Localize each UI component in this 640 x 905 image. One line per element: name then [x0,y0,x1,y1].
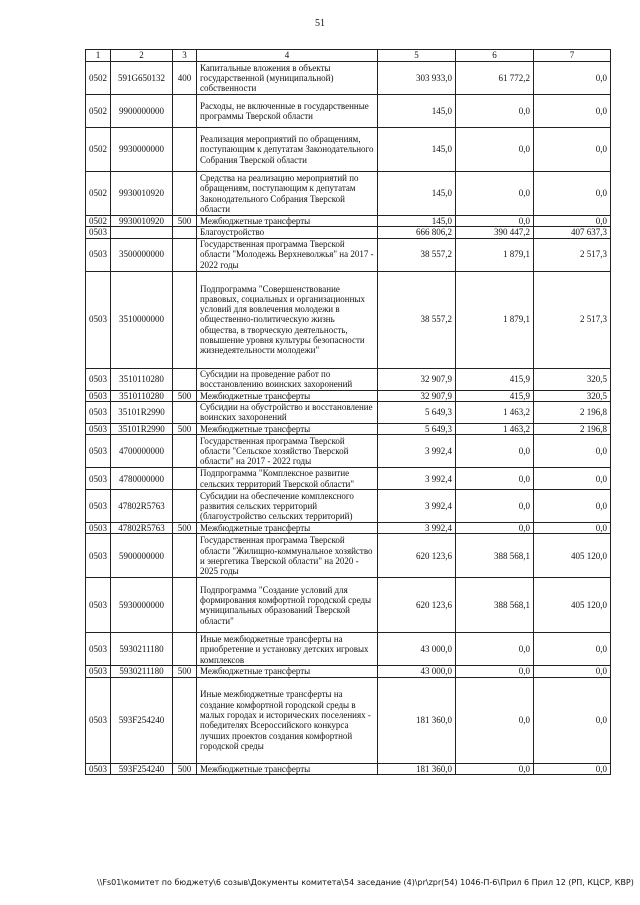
section-code-cell: 0503 [86,578,111,633]
section-code-cell: 0503 [86,227,111,238]
section-code-cell: 0503 [86,271,111,368]
amount-2023-cell: 0,0 [534,172,611,216]
amount-2022-cell: 0,0 [456,435,534,468]
table-row [86,435,611,468]
amount-2021-cell: 666 806,2 [378,227,456,238]
amount-2021-cell: 32 907,9 [378,390,456,401]
table-row [86,677,611,763]
amount-2022-cell: 390 447,2 [456,227,534,238]
amount-2021-cell: 5 649,3 [378,401,456,423]
amount-2021-cell: 181 360,0 [378,763,456,774]
section-code-cell: 0503 [86,401,111,423]
amount-2021-cell: 3 992,4 [378,468,456,490]
item-name-cell: Государственная программа Тверской области "Жилищно-коммунальное хозяйство и энергетика Тверской области" на 2020 - 2025 годы [197,534,378,578]
target-article-cell: 3510110280 [111,368,173,390]
amount-2023-cell: 0,0 [534,62,611,95]
item-name-cell: Межбюджетные трансферты [197,523,378,534]
amount-2021-cell: 145,0 [378,216,456,227]
amount-2022-cell: 0,0 [456,490,534,523]
expense-type-cell: 400 [173,62,197,95]
target-article-cell: 5900000000 [111,534,173,578]
amount-2023-cell: 0,0 [534,633,611,666]
target-article-cell: 9900000000 [111,95,173,128]
item-name-cell: Средства на реализацию мероприятий по обращениям, поступающим к депутатам Законодательного Собрания Тверской области [197,172,378,216]
table-row [86,468,611,490]
item-name-cell: Государственная программа Тверской области "Сельское хозяйство Тверской области" на 2017 - 2022 годы [197,435,378,468]
section-code-cell: 0502 [86,62,111,95]
section-code-cell: 0503 [86,238,111,271]
target-article-cell: 591G650132 [111,62,173,95]
item-name-cell: Межбюджетные трансферты [197,423,378,434]
amount-2021-cell: 145,0 [378,172,456,216]
item-name-cell: Реализация мероприятий по обращениям, поступающим к депутатам Законодательного Собрания Тверской области [197,128,378,172]
amount-2021-cell: 303 933,0 [378,62,456,95]
expense-type-cell [173,238,197,271]
table-row [86,534,611,578]
amount-2023-cell: 0,0 [534,677,611,763]
table-row [86,578,611,633]
section-code-cell: 0503 [86,390,111,401]
amount-2021-cell: 145,0 [378,95,456,128]
section-code-cell: 0503 [86,534,111,578]
table-row [86,271,611,368]
table-row [86,62,611,95]
target-article-cell: 35101R2990 [111,401,173,423]
amount-2022-cell: 1 463,2 [456,401,534,423]
amount-2022-cell: 0,0 [456,677,534,763]
target-article-cell: 35101R2990 [111,423,173,434]
amount-2023-cell: 0,0 [534,490,611,523]
target-article-cell: 3500000000 [111,238,173,271]
amount-2023-cell: 320,5 [534,368,611,390]
amount-2023-cell: 0,0 [534,95,611,128]
amount-2022-cell: 0,0 [456,95,534,128]
table-row [86,238,611,271]
table-body [86,62,611,775]
expense-type-cell [173,468,197,490]
target-article-cell: 4700000000 [111,435,173,468]
amount-2023-cell: 2 517,3 [534,271,611,368]
section-code-cell: 0502 [86,95,111,128]
target-article-cell: 3510110280 [111,390,173,401]
expense-type-cell [173,128,197,172]
amount-2022-cell: 415,9 [456,368,534,390]
section-code-cell: 0503 [86,677,111,763]
section-code-cell: 0503 [86,763,111,774]
expense-type-cell: 500 [173,423,197,434]
amount-2021-cell: 38 557,2 [378,271,456,368]
amount-2023-cell: 0,0 [534,216,611,227]
table-row [86,216,611,227]
target-article-cell: 9930010920 [111,216,173,227]
target-article-cell: 5930000000 [111,578,173,633]
item-name-cell: Межбюджетные трансферты [197,763,378,774]
item-name-cell: Иные межбюджетные трансферты на приобретение и установку детских игровых комплексов [197,633,378,666]
expense-type-cell: 500 [173,523,197,534]
section-code-cell: 0503 [86,368,111,390]
section-code-cell: 0503 [86,468,111,490]
amount-2023-cell: 0,0 [534,763,611,774]
item-name-cell: Расходы, не включенные в государственные программы Тверской области [197,95,378,128]
section-code-cell: 0503 [86,490,111,523]
expense-type-cell: 500 [173,390,197,401]
item-name-cell: Капитальные вложения в объекты государственной (муниципальной) собственности [197,62,378,95]
section-code-cell: 0503 [86,666,111,677]
item-name-cell: Подпрограмма "Совершенствование правовых, социальных и организационных условий для вовлечения молодежи в общественно-политическую жизнь общества, в творческую деятельность, повышение уровня культуры безопасности жизнедеятельности молодежи" [197,271,378,368]
target-article-cell: 5930211180 [111,666,173,677]
expense-type-cell [173,578,197,633]
amount-2021-cell: 3 992,4 [378,490,456,523]
amount-2023-cell: 2 196,8 [534,423,611,434]
amount-2022-cell: 0,0 [456,468,534,490]
table-row [86,172,611,216]
column-header: 4 [197,50,378,62]
item-name-cell: Благоустройство [197,227,378,238]
expense-type-cell [173,227,197,238]
item-name-cell: Подпрограмма "Создание условий для формирования комфортной городской среды муниципальных образований Тверской области" [197,578,378,633]
amount-2021-cell: 620 123,6 [378,578,456,633]
amount-2023-cell: 2 517,3 [534,238,611,271]
table-row [86,423,611,434]
target-article-cell: 593F254240 [111,677,173,763]
amount-2021-cell: 5 649,3 [378,423,456,434]
amount-2022-cell: 0,0 [456,666,534,677]
amount-2023-cell: 405 120,0 [534,534,611,578]
item-name-cell: Межбюджетные трансферты [197,390,378,401]
expense-type-cell [173,401,197,423]
amount-2021-cell: 620 123,6 [378,534,456,578]
target-article-cell: 9930000000 [111,128,173,172]
amount-2022-cell: 61 772,2 [456,62,534,95]
amount-2023-cell: 320,5 [534,390,611,401]
section-code-cell: 0503 [86,633,111,666]
amount-2022-cell: 0,0 [456,763,534,774]
table-row [86,390,611,401]
expense-type-cell [173,534,197,578]
amount-2022-cell: 415,9 [456,390,534,401]
expense-type-cell [173,633,197,666]
item-name-cell: Межбюджетные трансферты [197,216,378,227]
column-header: 3 [173,50,197,62]
item-name-cell: Государственная программа Тверской области "Молодежь Верхневолжья" на 2017 - 2022 годы [197,238,378,271]
target-article-cell: 3510000000 [111,271,173,368]
table-row [86,490,611,523]
amount-2022-cell: 0,0 [456,128,534,172]
amount-2021-cell: 3 992,4 [378,523,456,534]
expense-type-cell [173,435,197,468]
item-name-cell: Субсидии на обустройство и восстановление воинских захоронений [197,401,378,423]
amount-2021-cell: 3 992,4 [378,435,456,468]
table-row [86,368,611,390]
amount-2021-cell: 181 360,0 [378,677,456,763]
table-row [86,227,611,238]
section-code-cell: 0502 [86,128,111,172]
item-name-cell: Иные межбюджетные трансферты на создание комфортной городской среды в малых городах и исторических поселениях - победителях Всероссийского конкурса лучших проектов создания комфортной городской среды [197,677,378,763]
table-row [86,763,611,774]
column-header: 6 [456,50,534,62]
amount-2022-cell: 1 463,2 [456,423,534,434]
column-header: 5 [378,50,456,62]
footer-file-path: \\Fs01\комитет по бюджету\6 созыв\Документы комитета\54 заседание (4)\pr\zpr(54) 1046-П-6\Прил 6 Прил 12 (РП, КЦСР, КВР) [97,878,634,887]
section-code-cell: 0502 [86,172,111,216]
amount-2023-cell: 405 120,0 [534,578,611,633]
target-article-cell: 4780000000 [111,468,173,490]
expense-type-cell: 500 [173,763,197,774]
amount-2021-cell: 43 000,0 [378,666,456,677]
expense-type-cell [173,368,197,390]
amount-2022-cell: 388 568,1 [456,534,534,578]
amount-2023-cell: 0,0 [534,468,611,490]
amount-2022-cell: 0,0 [456,523,534,534]
amount-2022-cell: 0,0 [456,633,534,666]
table-row [86,633,611,666]
amount-2023-cell: 0,0 [534,523,611,534]
table-row [86,666,611,677]
amount-2022-cell: 0,0 [456,216,534,227]
expense-type-cell [173,677,197,763]
target-article-cell [111,227,173,238]
expense-type-cell [173,172,197,216]
amount-2021-cell: 145,0 [378,128,456,172]
item-name-cell: Субсидии на проведение работ по восстановлению воинских захоронений [197,368,378,390]
table-row [86,401,611,423]
section-code-cell: 0503 [86,523,111,534]
section-code-cell: 0503 [86,423,111,434]
amount-2022-cell: 1 879,1 [456,238,534,271]
target-article-cell: 47802R5763 [111,523,173,534]
target-article-cell: 47802R5763 [111,490,173,523]
expense-type-cell [173,95,197,128]
target-article-cell: 5930211180 [111,633,173,666]
amount-2023-cell: 0,0 [534,435,611,468]
amount-2023-cell: 0,0 [534,666,611,677]
expense-type-cell: 500 [173,216,197,227]
table-header-row [86,50,611,62]
amount-2023-cell: 407 637,3 [534,227,611,238]
section-code-cell: 0503 [86,435,111,468]
item-name-cell: Межбюджетные трансферты [197,666,378,677]
table-row [86,128,611,172]
section-code-cell: 0502 [86,216,111,227]
amount-2021-cell: 32 907,9 [378,368,456,390]
table-row [86,95,611,128]
item-name-cell: Субсидии на обеспечение комплексного развития сельских территорий (благоустройство сельских территорий) [197,490,378,523]
amount-2021-cell: 38 557,2 [378,238,456,271]
target-article-cell: 593F254240 [111,763,173,774]
amount-2023-cell: 0,0 [534,128,611,172]
expense-type-cell: 500 [173,666,197,677]
column-header: 1 [86,50,111,62]
column-header: 7 [534,50,611,62]
target-article-cell: 9930010920 [111,172,173,216]
amount-2022-cell: 0,0 [456,172,534,216]
amount-2023-cell: 2 196,8 [534,401,611,423]
table-row [86,523,611,534]
page-number: 51 [315,18,325,29]
expense-type-cell [173,271,197,368]
amount-2022-cell: 1 879,1 [456,271,534,368]
column-header: 2 [111,50,173,62]
expense-type-cell [173,490,197,523]
item-name-cell: Подпрограмма "Комплексное развитие сельских территорий Тверской области" [197,468,378,490]
amount-2022-cell: 388 568,1 [456,578,534,633]
amount-2021-cell: 43 000,0 [378,633,456,666]
budget-table [85,49,611,775]
